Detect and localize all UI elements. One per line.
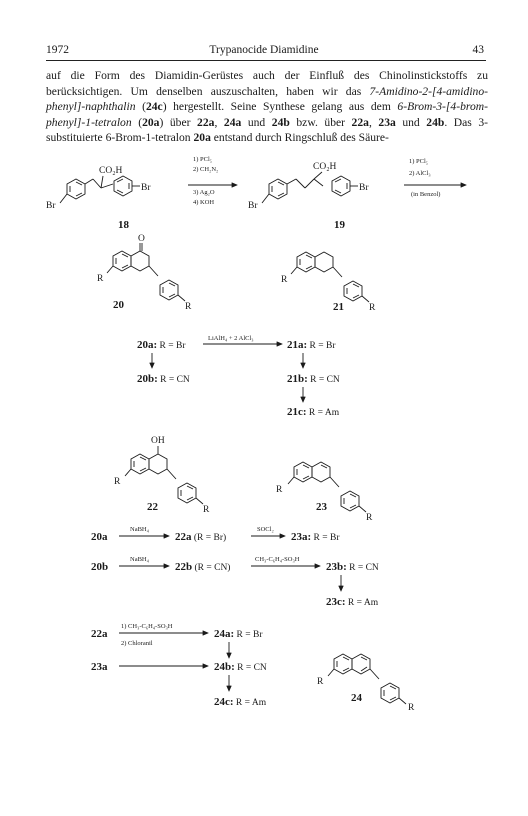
structure-24 (328, 654, 406, 704)
svg-text:2) CH₂N₂: 2) CH₂N₂ (193, 166, 219, 173)
compound-name-24c: 7-Amidino-2-[4-amidino-phenyl]-naphthalin (46, 84, 488, 114)
svg-text:R: R (276, 485, 283, 495)
structure-18 (60, 176, 140, 203)
structure-19 (262, 172, 358, 203)
svg-text:22a (R = Br): 22a (R = Br) (175, 531, 227, 543)
svg-text:R: R (317, 677, 324, 687)
structure-23 (288, 462, 366, 512)
svg-text:3) Ag₂O: 3) Ag₂O (193, 189, 215, 196)
svg-text:21a: R = Br: 21a: R = Br (287, 339, 336, 351)
svg-text:SOCl₂: SOCl₂ (257, 526, 274, 533)
svg-text:(in Benzol): (in Benzol) (411, 191, 441, 198)
svg-text:20b: 20b (91, 561, 109, 573)
svg-text:20a: R = Br: 20a: R = Br (137, 339, 186, 351)
compound-label-19: 19 (334, 219, 345, 231)
svg-text:R: R (114, 477, 121, 487)
svg-text:21b: R = CN: 21b: R = CN (287, 373, 340, 385)
compound-label-23: 23 (316, 501, 327, 513)
structure-21 (291, 252, 369, 302)
svg-text:1) PCl₅: 1) PCl₅ (193, 156, 213, 163)
svg-text:CO₂H: CO₂H (99, 166, 123, 176)
body-paragraph: auf die Form des Diamidin-Gerüstes auch der Einfluß des Chinolinstickstoffs zu berücksichtigen. Um denselben auszuschalten, haben wir das 7-Amidino-2-[4-amidino-phenyl]-naphthalin (24c) hergestellt. Seine Synthese gelang aus dem 6-Brom-3-[4-brom-phenyl]-1-tetralon (20a) über 22a, 24a und 24b bzw. über 22a, 23a und 24b. Das 3-substituierte 6-Brom-1-tetralon 20a entstand durch Ringschluß des Säure- (46, 69, 489, 145)
compound-label-22: 22 (147, 501, 158, 513)
svg-text:NaBH₄: NaBH₄ (130, 556, 149, 563)
svg-text:R: R (366, 513, 373, 523)
page-year: 1972 (46, 44, 69, 56)
svg-text:R: R (281, 275, 288, 285)
svg-text:24b: R = CN: 24b: R = CN (214, 661, 267, 673)
svg-text:Br: Br (141, 183, 151, 193)
svg-text:R: R (369, 303, 376, 313)
svg-text:20b: R = CN: 20b: R = CN (137, 373, 190, 385)
svg-text:23a: 23a (91, 661, 108, 673)
svg-text:Br: Br (46, 201, 56, 211)
svg-text:23b: R = CN: 23b: R = CN (326, 561, 379, 573)
compound-label-20: 20 (113, 299, 124, 311)
svg-text:24a: R = Br: 24a: R = Br (214, 628, 263, 640)
svg-text:O: O (138, 234, 145, 244)
svg-text:R: R (408, 703, 415, 713)
svg-text:23a: R = Br: 23a: R = Br (291, 531, 340, 543)
svg-text:1) PCl₅: 1) PCl₅ (409, 158, 429, 165)
svg-text:LiAlH₄ + 2 AlCl₃: LiAlH₄ + 2 AlCl₃ (208, 335, 254, 342)
svg-text:2) Chloranil: 2) Chloranil (121, 640, 153, 647)
svg-text:NaBH₄: NaBH₄ (130, 526, 149, 533)
compound-label-18: 18 (118, 219, 129, 231)
svg-text:CH₃-C₆H₄-SO₃H: CH₃-C₆H₄-SO₃H (255, 556, 300, 563)
svg-text:21c: R = Am: 21c: R = Am (287, 406, 340, 418)
compound-label-21: 21 (333, 301, 344, 313)
svg-text:24c: R = Am: 24c: R = Am (214, 696, 267, 708)
svg-text:22a: 22a (91, 628, 108, 640)
page-number: 43 (472, 44, 484, 56)
svg-text:CO₂H: CO₂H (313, 162, 337, 172)
running-title: Trypanocide Diamidine (209, 44, 319, 56)
svg-text:R: R (185, 302, 192, 312)
svg-text:4) KOH: 4) KOH (193, 199, 215, 206)
compound-label-24: 24 (351, 692, 362, 704)
svg-text:23c: R = Am: 23c: R = Am (326, 596, 379, 608)
compound-name-20a: 6-Brom-3-[4-brom-phenyl]-1-tetralon (46, 100, 488, 129)
svg-text:R: R (203, 505, 210, 515)
svg-text:Br: Br (359, 183, 369, 193)
svg-text:20a: 20a (91, 531, 108, 543)
svg-text:OH: OH (151, 436, 165, 446)
svg-text:22b (R = CN): 22b (R = CN) (175, 561, 231, 573)
svg-text:Br: Br (248, 201, 258, 211)
svg-text:R: R (97, 274, 104, 284)
structure-22 (125, 446, 203, 504)
structure-20 (107, 243, 185, 301)
svg-text:2) AlCl₃: 2) AlCl₃ (409, 170, 431, 177)
svg-text:1) CH₃-C₆H₄-SO₃H: 1) CH₃-C₆H₄-SO₃H (121, 623, 173, 630)
